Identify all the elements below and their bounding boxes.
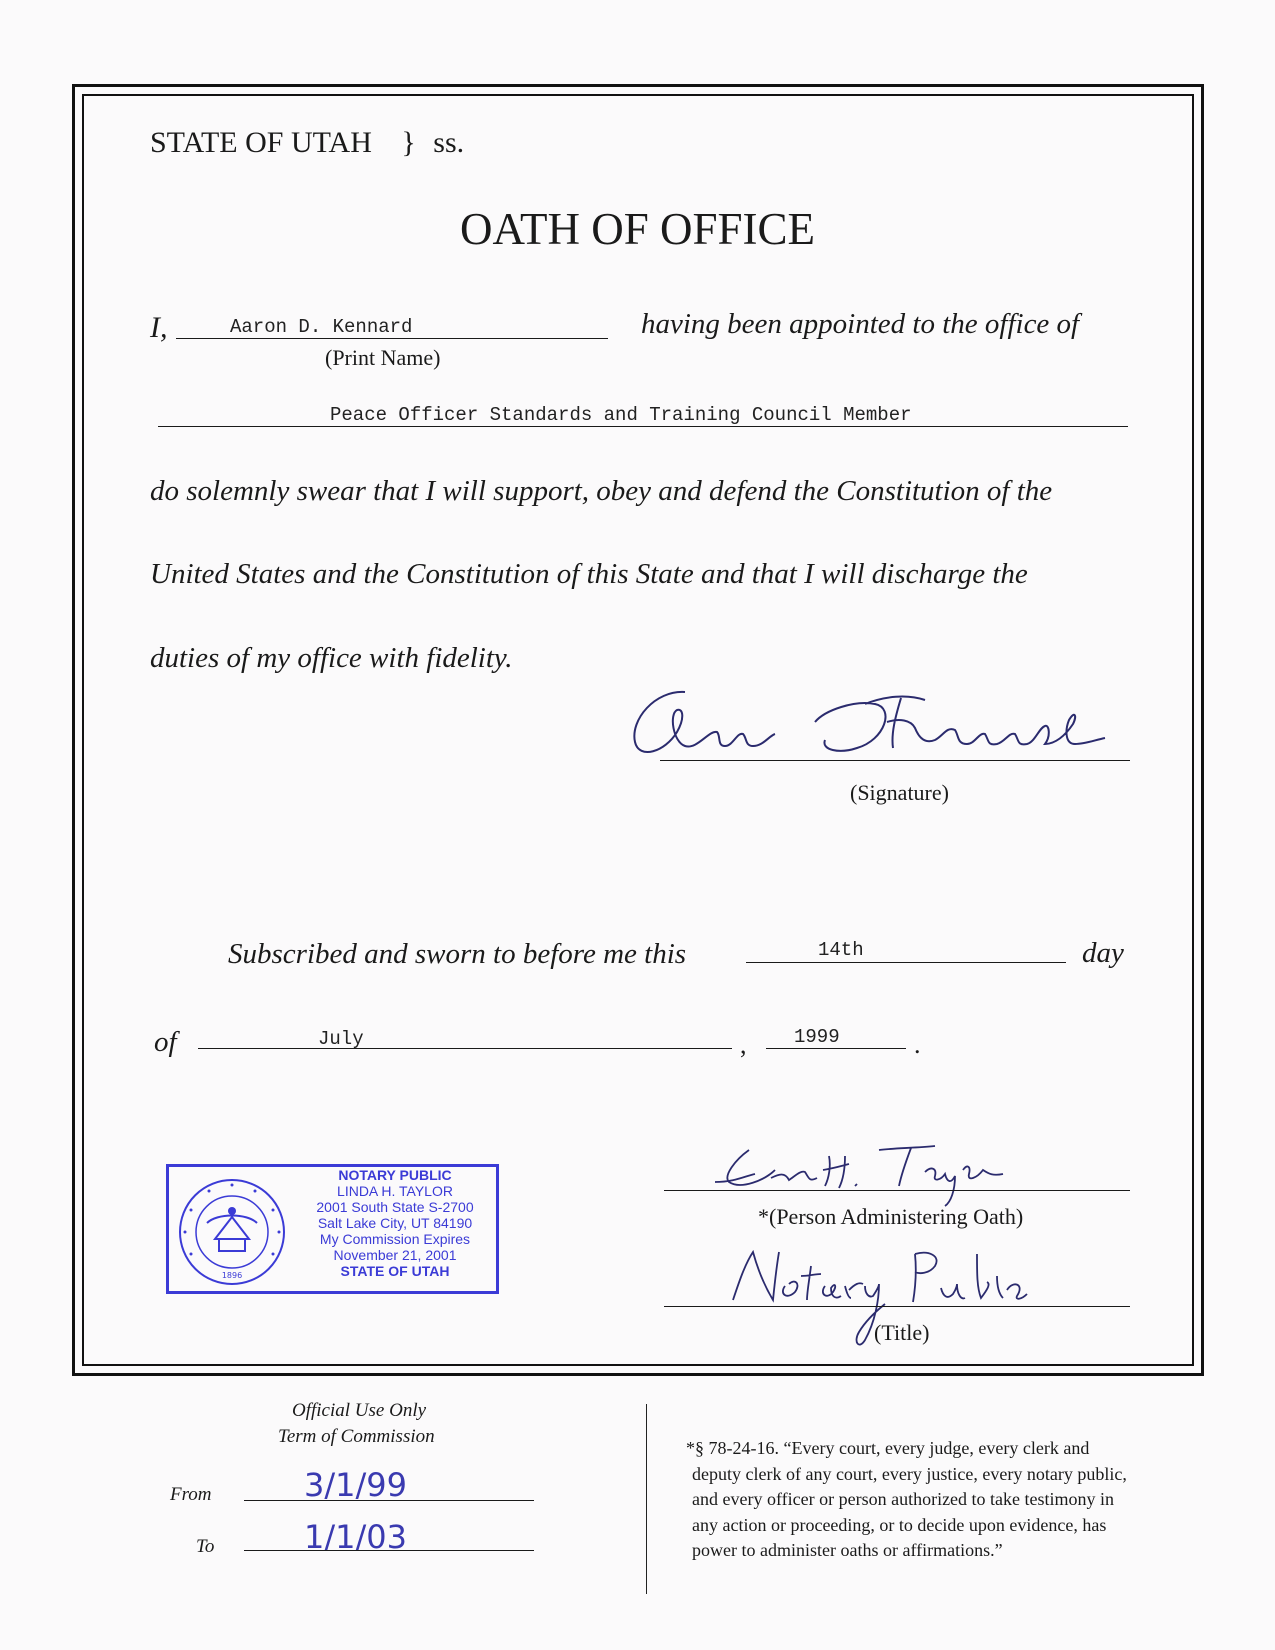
title-line: [664, 1306, 1130, 1307]
to-value: 1/1/03: [304, 1518, 407, 1556]
signature-caption: (Signature): [850, 780, 949, 805]
print-name-line: [176, 338, 608, 339]
to-line: [244, 1550, 534, 1551]
term-of-commission-heading: Term of Commission: [278, 1426, 435, 1447]
office-line: [158, 426, 1128, 427]
title-caption: (Title): [874, 1320, 930, 1345]
year-line: [766, 1048, 906, 1049]
month-value: July: [318, 1028, 364, 1050]
day-line: [746, 962, 1066, 963]
i-label: I,: [150, 311, 168, 344]
oath-body-line-3: duties of my office with fidelity.: [150, 642, 513, 674]
footnote-line: any action or proceeding, or to decide upon evidence, has: [692, 1514, 1107, 1535]
month-line: [198, 1048, 732, 1049]
footnote-line: *§ 78-24-16. “Every court, every judge, every clerk and: [686, 1438, 1090, 1458]
brace: }: [401, 126, 416, 159]
from-label: From: [170, 1484, 212, 1505]
day-value: 14th: [818, 939, 864, 961]
office-value: Peace Officer Standards and Training Council Member: [330, 404, 912, 426]
stamp-line: NOTARY PUBLIC: [338, 1167, 452, 1183]
footnote-line: deputy clerk of any court, every justice, every notary public,: [692, 1463, 1127, 1484]
oath-body-line-1: do solemnly swear that I will support, obey and defend the Constitution of the: [150, 475, 1053, 507]
stamp-line: LINDA H. TAYLOR: [337, 1183, 453, 1199]
print-name-value: Aaron D. Kennard: [230, 316, 413, 338]
stamp-line: My Commission Expires: [319, 1231, 471, 1247]
administrator-caption: *(Person Administering Oath): [758, 1204, 1024, 1229]
stamp-line: November 21, 2001: [333, 1247, 457, 1263]
from-value: 3/1/99: [304, 1466, 407, 1504]
day-label: day: [1082, 937, 1124, 969]
administrator-signature-graphic: [705, 1130, 1045, 1210]
stamp-line: 2001 South State S-2700: [316, 1199, 474, 1215]
signature-line: [660, 760, 1130, 761]
footnote-line: and every officer or person authorized to take testimony in: [692, 1489, 1115, 1509]
footer-divider: [646, 1404, 647, 1594]
stamp-line: Salt Lake City, UT 84190: [317, 1215, 473, 1231]
from-line: [244, 1500, 534, 1501]
seal-year: 1896: [221, 1271, 243, 1280]
signature-graphic: [625, 670, 1135, 770]
of-label: of: [154, 1026, 177, 1058]
state-seal-icon: [177, 1177, 287, 1287]
state-name: STATE OF UTAH: [150, 126, 372, 159]
to-label: To: [196, 1536, 215, 1557]
year-value: 1999: [794, 1026, 840, 1048]
document-title: OATH OF OFFICE: [459, 204, 816, 254]
stamp-text: [295, 1167, 495, 1279]
footnote-line: power to administer oaths or affirmations.”: [692, 1540, 1003, 1560]
official-use-heading: Official Use Only: [292, 1400, 427, 1421]
state-heading: [150, 126, 464, 160]
print-name-caption: (Print Name): [325, 345, 441, 370]
month-comma: ,: [740, 1030, 747, 1059]
year-period: .: [914, 1030, 921, 1059]
administrator-line: [664, 1190, 1130, 1191]
subscribed-text: Subscribed and sworn to before me this: [228, 938, 687, 970]
ss-label: ss.: [433, 126, 465, 159]
appointed-text: having been appointed to the office of: [641, 308, 1080, 340]
stamp-line: STATE OF UTAH: [340, 1263, 450, 1279]
statute-footnote: [686, 1436, 1127, 1564]
notary-stamp: [166, 1164, 499, 1294]
oath-body-line-2: United States and the Constitution of this State and that I will discharge the: [150, 558, 1028, 590]
